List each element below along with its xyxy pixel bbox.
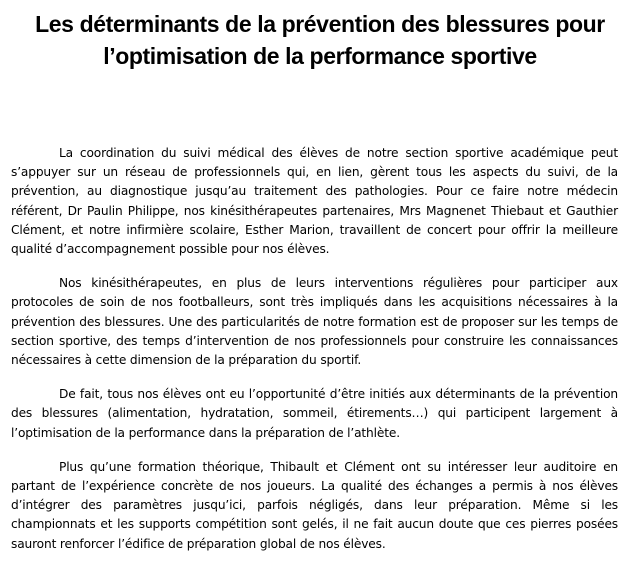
page-title bbox=[0, 8, 640, 72]
title-line-1: Les déterminants de la prévention des blessures pour bbox=[35, 11, 605, 37]
paragraph: Nos kinésithérapeutes, en plus de leurs interventions régulières pour participer aux protocoles de soin de nos footballeurs, sont très impliqués dans les acquisitions nécessaires à la prévention des blessures. Une des particularités de notre formation est de proposer sur les temps de section sportive, des temps d’intervention de nos professionnels pour construire les connaissances nécessaires à cette dimension de la préparation du sportif. bbox=[11, 276, 618, 368]
title-line-2: l’optimisation de la performance sportive bbox=[103, 43, 537, 69]
article-body bbox=[11, 144, 618, 569]
paragraph: La coordination du suivi médical des élèves de notre section sportive académique peut s’appuyer sur un réseau de professionnels qui, en lien, gèrent tous les aspects du suivi, de la prévention, au diagnostique jusqu’au traitement des pathologies. Pour ce faire notre médecin référent, Dr Paulin Philippe, nos kinésithérapeutes partenaires, Mrs Magnenet Thiebaut et Gauthier Clément, et notre infirmière scolaire, Esther Marion, travaillent de concert pour offrir la meilleure qualité d’accompagnement possible pour nos élèves. bbox=[11, 146, 618, 257]
paragraph: Plus qu’une formation théorique, Thibault et Clément ont su intéresser leur auditoire en partant de l’expérience concrète de nos joueurs. La qualité des échanges a permis à nos élèves d’intégrer des paramètres jusqu’ici, parfois négligés, dans leur préparation. Même si les championnats et les supports compétition sont gelés, il ne fait aucun doute que ces pierres posées sauront renforcer l’édifice de préparation global de nos élèves. bbox=[11, 459, 618, 551]
paragraph: De fait, tous nos élèves ont eu l’opportunité d’être initiés aux déterminants de la prévention des blessures (alimentation, hydratation, sommeil, étirements…) qui participent largement à l’optimisation de la performance dans la préparation de l’athlète. bbox=[11, 387, 618, 440]
